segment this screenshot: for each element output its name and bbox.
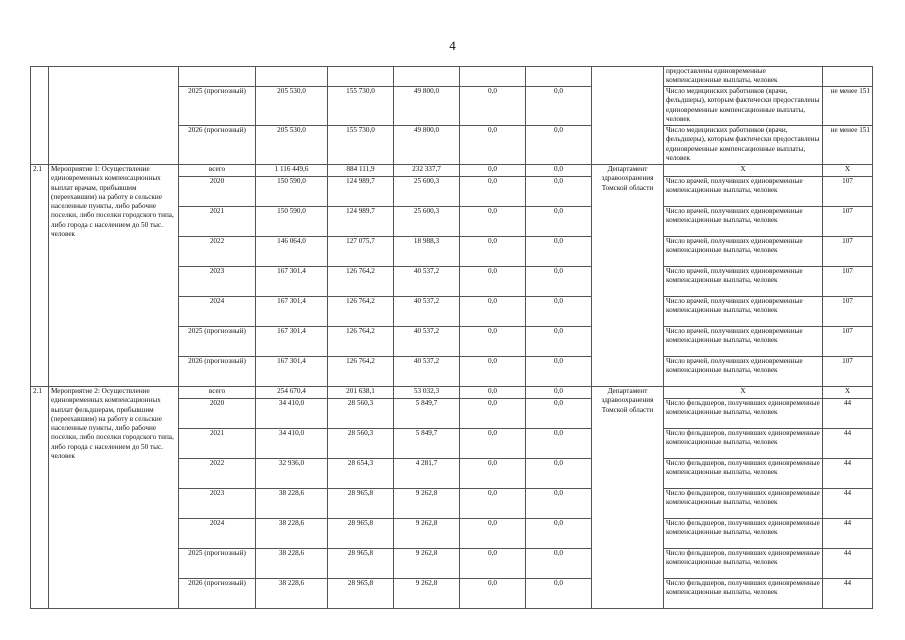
regional-cell: 49 800,0: [394, 126, 460, 165]
regional-cell: 9 262,8: [394, 489, 460, 519]
total-cell: 167 301,4: [256, 267, 328, 297]
target-cell: Х: [823, 387, 873, 399]
regional-cell: 9 262,8: [394, 579, 460, 609]
federal-cell: 126 764,2: [328, 297, 394, 327]
target-cell: 107: [823, 297, 873, 327]
indicator-cell: Число фельдшеров, получивших единовременные компенсационные выплаты, человек: [664, 519, 823, 549]
regional-cell: 40 537,2: [394, 327, 460, 357]
indicator-cell: Число фельдшеров, получивших единовременные компенсационные выплаты, человек: [664, 429, 823, 459]
section-total-row: [31, 387, 873, 399]
section-number: 2.1: [31, 165, 49, 387]
regional-cell: 25 600,3: [394, 177, 460, 207]
indicator-cell: Х: [664, 165, 823, 177]
year-cell: 2021: [179, 429, 256, 459]
total-cell: 146 064,0: [256, 237, 328, 267]
target-cell: 107: [823, 207, 873, 237]
year-cell: 2020: [179, 177, 256, 207]
indicator-cell: Х: [664, 387, 823, 399]
federal-cell: 28 965,8: [328, 489, 394, 519]
regional-cell: 5 849,7: [394, 399, 460, 429]
executor-cell: [592, 67, 664, 165]
regional-cell: 232 337,7: [394, 165, 460, 177]
indicator-cell: Число фельдшеров, получивших единовременные компенсационные выплаты, человек: [664, 549, 823, 579]
number-cell: [31, 67, 49, 165]
federal-cell: 127 075,7: [328, 237, 394, 267]
year-cell: 2026 (прогнозный): [179, 126, 256, 165]
target-cell: 44: [823, 459, 873, 489]
regional-cell: 9 262,8: [394, 519, 460, 549]
local-cell: 0,0: [460, 459, 526, 489]
total-cell: 167 301,4: [256, 297, 328, 327]
total-cell: 38 228,6: [256, 489, 328, 519]
total-cell: 34 410,0: [256, 399, 328, 429]
indicator-cell: Число медицинских работников (врачи, фельдшеры), которым фактически предоставлены единовременные компенсационные выплаты, человек: [664, 126, 823, 165]
target-cell: 107: [823, 237, 873, 267]
activity-name-cell: [49, 67, 179, 165]
regional-cell: 9 262,8: [394, 549, 460, 579]
total-cell: 38 228,6: [256, 579, 328, 609]
extrabudget-cell: 0,0: [526, 399, 592, 429]
target-cell: 44: [823, 399, 873, 429]
year-cell: 2025 (прогнозный): [179, 87, 256, 126]
regional-cell: 40 537,2: [394, 357, 460, 387]
year-cell: 2024: [179, 297, 256, 327]
extrabudget-cell: 0,0: [526, 489, 592, 519]
federal-cell: 28 965,8: [328, 519, 394, 549]
local-cell: 0,0: [460, 126, 526, 165]
year-cell: 2025 (прогнозный): [179, 327, 256, 357]
target-cell: 107: [823, 357, 873, 387]
local-cell: 0,0: [460, 165, 526, 177]
total-cell: [256, 67, 328, 87]
extrabudget-cell: 0,0: [526, 549, 592, 579]
federal-cell: 28 654,3: [328, 459, 394, 489]
activity-name: [49, 387, 179, 609]
regional-cell: 25 600,3: [394, 207, 460, 237]
indicator-cell: Число врачей, получивших единовременные компенсационные выплаты, человек: [664, 237, 823, 267]
year-cell: 2026 (прогнозный): [179, 357, 256, 387]
local-cell: 0,0: [460, 387, 526, 399]
year-cell: 2022: [179, 459, 256, 489]
local-cell: [460, 67, 526, 87]
extrabudget-cell: [526, 67, 592, 87]
extrabudget-cell: 0,0: [526, 165, 592, 177]
local-cell: 0,0: [460, 399, 526, 429]
total-cell: 1 116 449,6: [256, 165, 328, 177]
extrabudget-cell: 0,0: [526, 429, 592, 459]
indicator-cell: Число фельдшеров, получивших единовременные компенсационные выплаты, человек: [664, 459, 823, 489]
target-cell: 44: [823, 489, 873, 519]
regional-cell: 18 988,3: [394, 237, 460, 267]
total-cell: 205 530,0: [256, 126, 328, 165]
federal-cell: 28 965,8: [328, 549, 394, 579]
regional-cell: 40 537,2: [394, 267, 460, 297]
target-cell: 107: [823, 327, 873, 357]
activity-name-text: Мероприятие 2: Осуществление единовременных компенсационных выплат фельдшерам, прибывшим (переехавшим) на работу в сельские населенные пункты, либо рабочие поселки, либо поселки городского типа, либо города с населением до 50 тыс. человек: [51, 387, 174, 461]
target-cell: 44: [823, 549, 873, 579]
federal-cell: 155 730,0: [328, 87, 394, 126]
total-cell: 34 410,0: [256, 429, 328, 459]
total-cell: 254 670,4: [256, 387, 328, 399]
executor: Департамент здравоохранения Томской области: [592, 165, 664, 387]
extrabudget-cell: 0,0: [526, 387, 592, 399]
local-cell: 0,0: [460, 357, 526, 387]
page-number: 4: [449, 38, 456, 53]
regional-cell: [394, 67, 460, 87]
year-cell: 2026 (прогнозный): [179, 579, 256, 609]
indicator-cell: Число фельдшеров, получивших единовременные компенсационные выплаты, человек: [664, 399, 823, 429]
extrabudget-cell: 0,0: [526, 87, 592, 126]
federal-cell: 884 111,9: [328, 165, 394, 177]
total-cell: 150 590,0: [256, 177, 328, 207]
extrabudget-cell: 0,0: [526, 357, 592, 387]
year-cell: 2023: [179, 267, 256, 297]
activity-name: [49, 165, 179, 387]
federal-cell: 201 638,1: [328, 387, 394, 399]
program-activities-table: [30, 66, 873, 609]
indicator-cell: Число врачей, получивших единовременные компенсационные выплаты, человек: [664, 207, 823, 237]
federal-cell: 126 764,2: [328, 327, 394, 357]
indicator-cell: Число медицинских работников (врачи, фельдшеры), которым фактически предоставлены единовременные компенсационные выплаты, человек: [664, 87, 823, 126]
regional-cell: 4 281,7: [394, 459, 460, 489]
section-total-row: [31, 165, 873, 177]
local-cell: 0,0: [460, 207, 526, 237]
year-cell: 2023: [179, 489, 256, 519]
target-cell: Х: [823, 165, 873, 177]
extrabudget-cell: 0,0: [526, 297, 592, 327]
extrabudget-cell: 0,0: [526, 177, 592, 207]
year-cell: 2024: [179, 519, 256, 549]
total-cell: 38 228,6: [256, 549, 328, 579]
indicator-cell: Число врачей, получивших единовременные компенсационные выплаты, человек: [664, 267, 823, 297]
extrabudget-cell: 0,0: [526, 579, 592, 609]
indicator-cell: Число фельдшеров, получивших единовременные компенсационные выплаты, человек: [664, 489, 823, 519]
indicator-cell: Число врачей, получивших единовременные компенсационные выплаты, человек: [664, 297, 823, 327]
year-cell: всего: [179, 387, 256, 399]
local-cell: 0,0: [460, 579, 526, 609]
total-cell: 32 936,0: [256, 459, 328, 489]
extrabudget-cell: 0,0: [526, 237, 592, 267]
extrabudget-cell: 0,0: [526, 327, 592, 357]
extrabudget-cell: 0,0: [526, 519, 592, 549]
indicator-cell: Число врачей, получивших единовременные компенсационные выплаты, человек: [664, 357, 823, 387]
year-cell: 2020: [179, 399, 256, 429]
local-cell: 0,0: [460, 519, 526, 549]
extrabudget-cell: 0,0: [526, 207, 592, 237]
table-body: [31, 67, 873, 609]
target-cell: 44: [823, 429, 873, 459]
federal-cell: 126 764,2: [328, 357, 394, 387]
federal-cell: 124 989,7: [328, 207, 394, 237]
target-cell: 107: [823, 267, 873, 297]
year-cell: 2022: [179, 237, 256, 267]
federal-cell: [328, 67, 394, 87]
target-cell: [823, 67, 873, 87]
indicator-cell: Число фельдшеров, получивших единовременные компенсационные выплаты, человек: [664, 579, 823, 609]
target-cell: не менее 151: [823, 87, 873, 126]
local-cell: 0,0: [460, 327, 526, 357]
local-cell: 0,0: [460, 549, 526, 579]
local-cell: 0,0: [460, 297, 526, 327]
local-cell: 0,0: [460, 87, 526, 126]
extrabudget-cell: 0,0: [526, 459, 592, 489]
local-cell: 0,0: [460, 237, 526, 267]
extrabudget-cell: 0,0: [526, 267, 592, 297]
regional-cell: 40 537,2: [394, 297, 460, 327]
extrabudget-cell: 0,0: [526, 126, 592, 165]
year-cell: [179, 67, 256, 87]
indicator-cell: Число врачей, получивших единовременные компенсационные выплаты, человек: [664, 327, 823, 357]
total-cell: 150 590,0: [256, 207, 328, 237]
total-cell: 38 228,6: [256, 519, 328, 549]
local-cell: 0,0: [460, 429, 526, 459]
federal-cell: 28 560,3: [328, 429, 394, 459]
total-cell: 167 301,4: [256, 327, 328, 357]
activity-name-text: Мероприятие 1: Осуществление единовременных компенсационных выплат врачам, прибывшим (переехавшим) на работу в сельские населенные пункты, либо рабочие поселки, либо поселки городского типа, либо города с населением до 50 тыс. человек: [51, 165, 174, 239]
local-cell: 0,0: [460, 267, 526, 297]
federal-cell: 124 989,7: [328, 177, 394, 207]
total-cell: 205 530,0: [256, 87, 328, 126]
local-cell: 0,0: [460, 177, 526, 207]
target-cell: 44: [823, 579, 873, 609]
continuation-tail-row: [31, 67, 873, 87]
local-cell: 0,0: [460, 489, 526, 519]
target-cell: 107: [823, 177, 873, 207]
regional-cell: 49 800,0: [394, 87, 460, 126]
indicator-cell: предоставлены единовременные компенсационные выплаты, человек: [664, 67, 823, 87]
federal-cell: 28 560,3: [328, 399, 394, 429]
executor: Департамент здравоохранения Томской области: [592, 387, 664, 609]
target-cell: не менее 151: [823, 126, 873, 165]
section-number: 2.1: [31, 387, 49, 609]
regional-cell: 53 032,3: [394, 387, 460, 399]
year-cell: всего: [179, 165, 256, 177]
indicator-cell: Число врачей, получивших единовременные компенсационные выплаты, человек: [664, 177, 823, 207]
regional-cell: 5 849,7: [394, 429, 460, 459]
total-cell: 167 301,4: [256, 357, 328, 387]
year-cell: 2025 (прогнозный): [179, 549, 256, 579]
federal-cell: 155 730,0: [328, 126, 394, 165]
target-cell: 44: [823, 519, 873, 549]
year-cell: 2021: [179, 207, 256, 237]
federal-cell: 28 965,8: [328, 579, 394, 609]
federal-cell: 126 764,2: [328, 267, 394, 297]
